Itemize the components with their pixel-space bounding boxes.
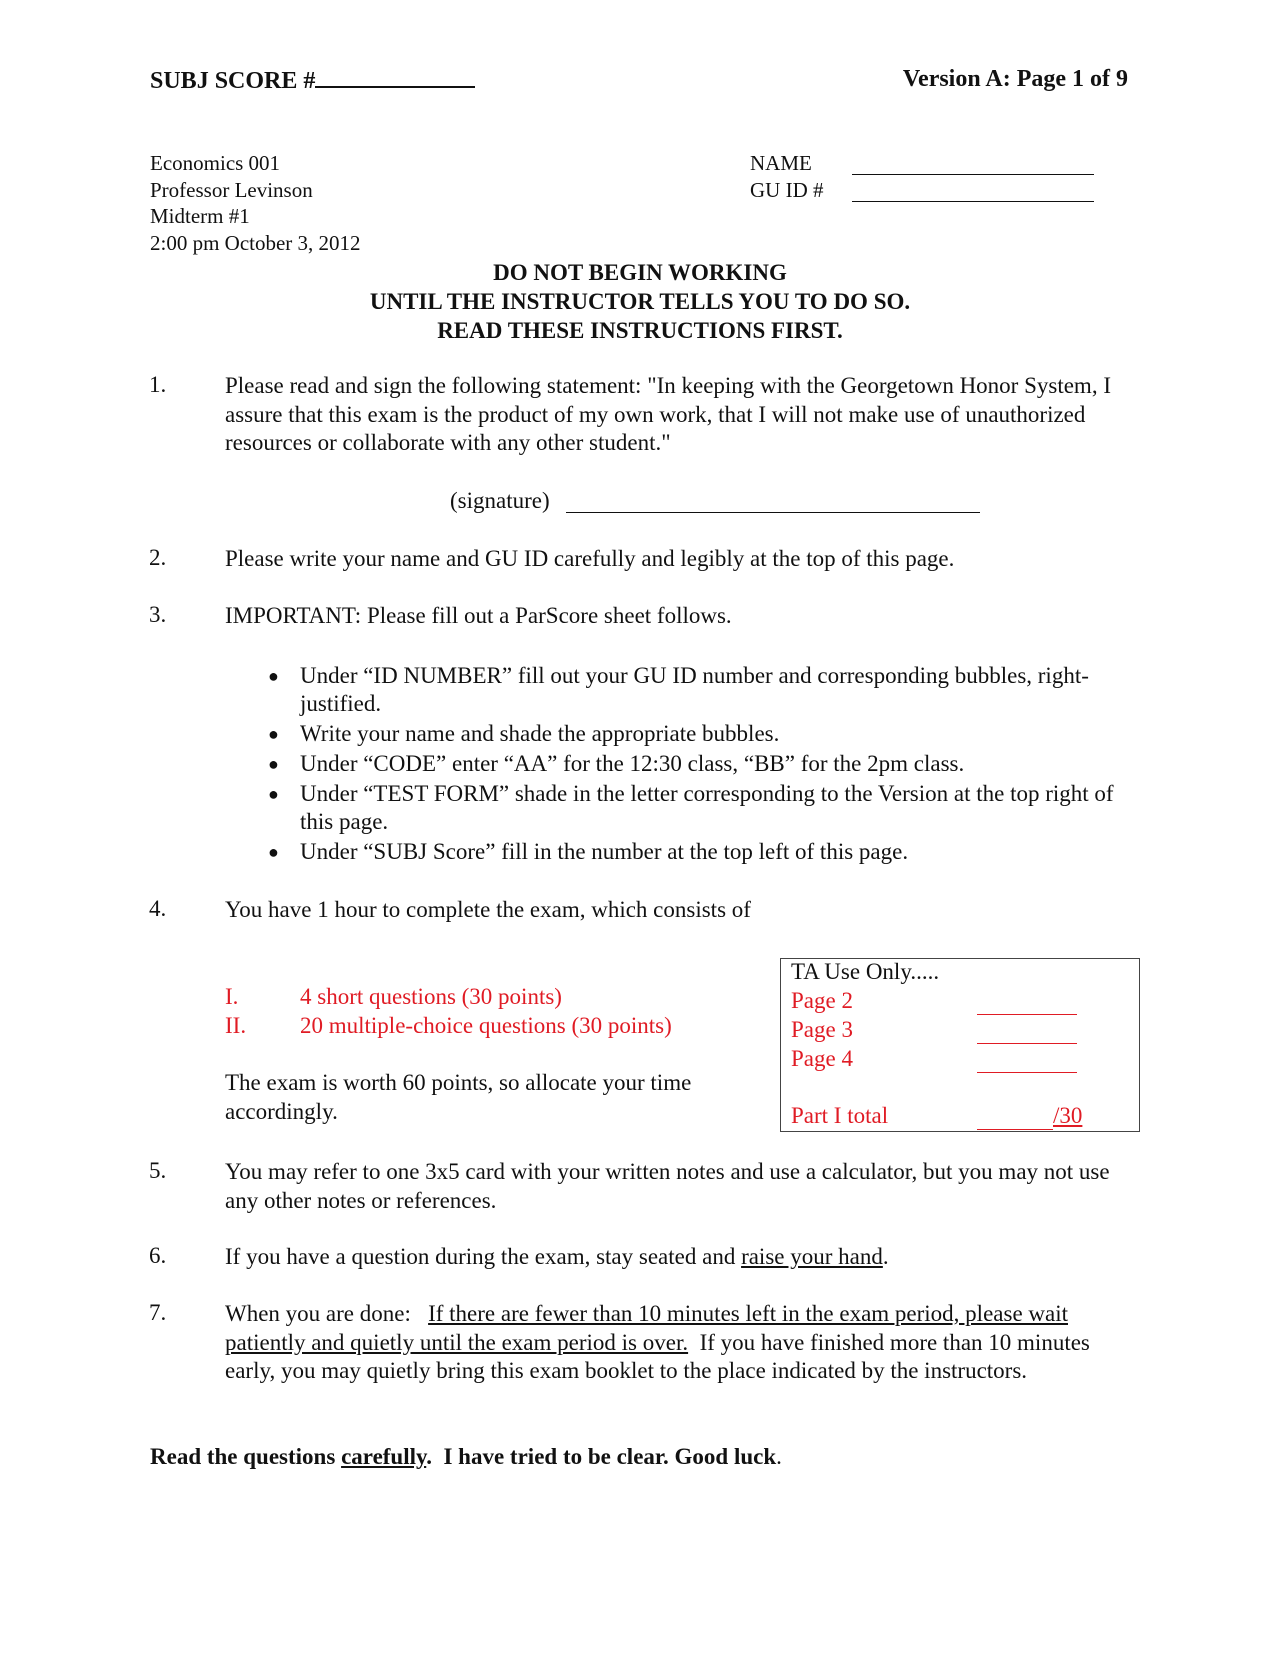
honor-statement: Please read and sign the following statement: "In keeping with the Georgetown Honor System, I assure that this exam is the product of my own work, that I will not make use of unauthorized resources or collaborate with any other student.": [225, 373, 1111, 455]
version-label: Version A: Page 1 of 9: [902, 66, 1128, 92]
item-number: 4.: [149, 896, 167, 921]
closing-a: Read the questions: [150, 1444, 342, 1469]
item-number: 7.: [149, 1300, 167, 1325]
name-field[interactable]: [852, 174, 1094, 175]
ta-total-field[interactable]: [977, 1129, 1053, 1130]
ta-row-label: Page 2: [791, 988, 853, 1013]
signature-label: (signature): [450, 488, 550, 513]
item-6-end: .: [882, 1244, 889, 1269]
ta-row-label: Page 4: [791, 1046, 853, 1071]
warning-line-2: UNTIL THE INSTRUCTOR TELLS YOU TO DO SO.: [369, 289, 911, 314]
exam-datetime: 2:00 pm October 3, 2012: [150, 230, 361, 255]
subj-score-header: SUBJ SCORE #: [150, 66, 475, 95]
item-text: IMPORTANT: Please fill out a ParScore sheet follows.: [225, 603, 732, 628]
course-title: Economics 001: [150, 151, 281, 175]
closing-c: . I have tried to be clear. Good luck: [426, 1444, 777, 1469]
list-item: Under “CODE” enter “AA” for the 12:30 class, “BB” for the 2pm class.: [300, 751, 965, 776]
ta-total-label: Part I total: [791, 1103, 889, 1128]
item-6-text: If you have a question during the exam, stay seated and: [225, 1244, 742, 1269]
closing-line: [150, 1442, 782, 1471]
closing-d: .: [776, 1444, 782, 1469]
warning-block: [0, 258, 1280, 345]
bullet-icon: ●: [268, 784, 279, 804]
item-number: 1.: [149, 372, 167, 397]
ta-score-field[interactable]: [977, 1014, 1077, 1015]
exam-name: Midterm #1: [150, 204, 250, 228]
item-number: 2.: [149, 545, 167, 570]
warning-line-3: READ THESE INSTRUCTIONS FIRST.: [437, 318, 843, 343]
ta-score-field[interactable]: [977, 1072, 1077, 1073]
item-text: Please write your name and GU ID carefully and legibly at the top of this page.: [225, 546, 955, 571]
part-2-number: II.: [225, 1013, 247, 1038]
part-1-number: I.: [225, 984, 239, 1009]
item-text: [225, 1243, 1130, 1272]
item-number: 3.: [149, 602, 167, 627]
ta-use-box: [780, 958, 1140, 1132]
ta-score-field[interactable]: [977, 1043, 1077, 1044]
exam-worth-text: The exam is worth 60 points, so allocate your time accordingly.: [225, 1070, 692, 1124]
list-item: Under “ID NUMBER” fill out your GU ID number and corresponding bubbles, right-justified.: [300, 663, 1089, 716]
part-1-text: 4 short questions (30 points): [300, 984, 562, 1009]
course-info: [150, 150, 361, 256]
ta-total-suffix: /30: [1053, 1103, 1083, 1128]
part-2-text: 20 multiple-choice questions (30 points): [300, 1013, 672, 1038]
item-6-emphasis: raise your hand: [741, 1244, 883, 1269]
bullet-icon: ●: [268, 666, 279, 686]
professor: Professor Levinson: [150, 177, 313, 202]
bullet-icon: ●: [268, 724, 279, 744]
name-label: NAME: [750, 151, 812, 175]
bullet-icon: ●: [268, 842, 279, 862]
bullet-icon: ●: [268, 754, 279, 774]
list-item: Under “SUBJ Score” fill in the number at the top left of this page.: [300, 839, 909, 864]
ta-row-label: Page 3: [791, 1017, 853, 1042]
item-number: 6.: [149, 1243, 167, 1268]
item-7-emphasis: If there are fewer than 10 minutes left in the exam period, please wait patiently and quietly until the exam period is over.: [225, 1301, 1068, 1355]
id-field[interactable]: [852, 201, 1094, 202]
list-item: Under “TEST FORM” shade in the letter corresponding to the Version at the top right of this page.: [300, 781, 1114, 834]
warning-line-1: DO NOT BEGIN WORKING: [493, 260, 787, 285]
item-number: 5.: [149, 1158, 167, 1183]
subj-score-blank[interactable]: [315, 66, 475, 88]
list-item: Write your name and shade the appropriate bubbles.: [300, 721, 780, 746]
id-label: GU ID #: [750, 178, 824, 202]
item-text: You have 1 hour to complete the exam, which consists of: [225, 897, 751, 922]
item-7-lead: When you are done:: [225, 1301, 429, 1326]
item-text: [225, 1300, 1130, 1386]
ta-box-title: TA Use Only.....: [791, 959, 940, 984]
closing-b: carefully: [341, 1444, 427, 1469]
item-text: You may refer to one 3x5 card with your written notes and use a calculator, but you may not use any other notes or references.: [225, 1159, 1110, 1213]
item-7-rest: If you have finished more than 10 minutes early, you may quietly bring this exam booklet to the place indicated by the instructors.: [225, 1329, 1096, 1383]
signature-field[interactable]: [566, 512, 980, 513]
